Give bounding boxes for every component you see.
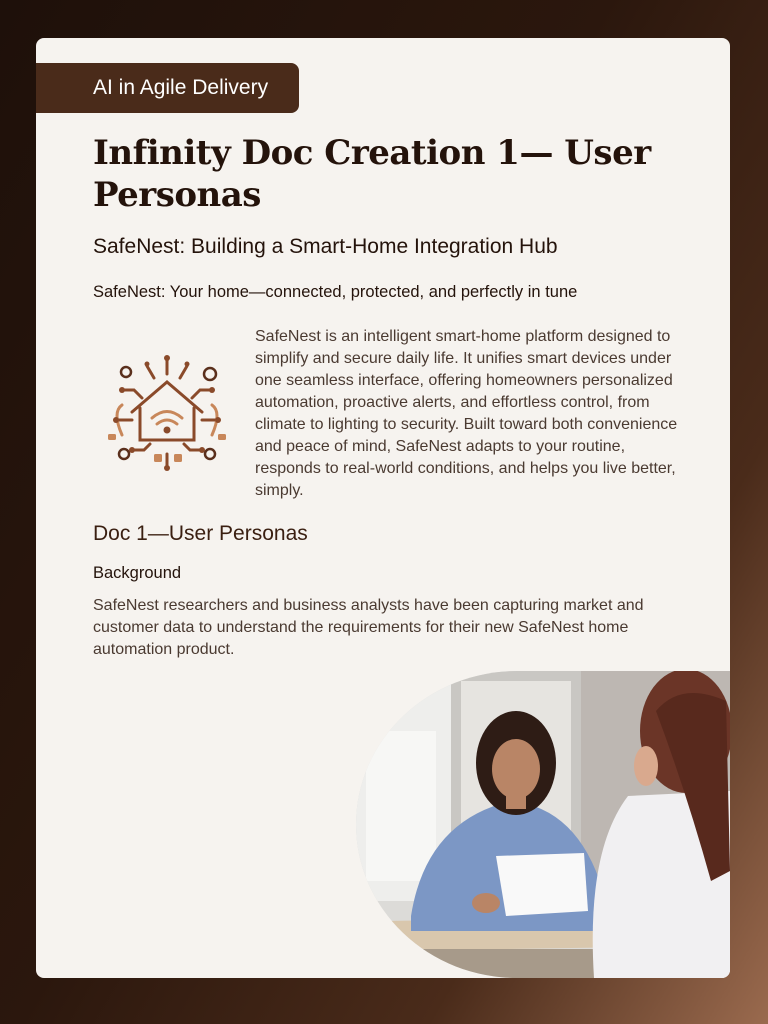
smart-home-circuit-icon	[102, 350, 232, 474]
page-title: Infinity Doc Creation 1— User Personas	[93, 133, 651, 215]
product-intro: SafeNest is an intelligent smart-home platform designed to simplify and secure daily life. It unifies smart devices under one seamless interface, offering homeowners personalized automation, proactive alerts, and effortless control, from climate to lighting to security. Built toward both convenience and peace of mind, SafeNest adapts to your routine, responds to real-world conditions, and helps you live better, simply.	[255, 328, 678, 499]
page-subtitle: SafeNest: Building a Smart-Home Integration Hub	[93, 235, 558, 258]
category-tag: AI in Agile Delivery	[36, 63, 299, 113]
page-card	[36, 38, 730, 978]
background-text: SafeNest researchers and business analysts have been capturing market and customer data to understand the requirements for their new SafeNest home automation product.	[93, 597, 644, 658]
product-tagline: SafeNest: Your home—connected, protected, and perfectly in tune	[93, 283, 578, 301]
meeting-photo	[356, 671, 730, 978]
background-label: Background	[93, 564, 182, 582]
section-heading: Doc 1—User Personas	[93, 522, 308, 545]
